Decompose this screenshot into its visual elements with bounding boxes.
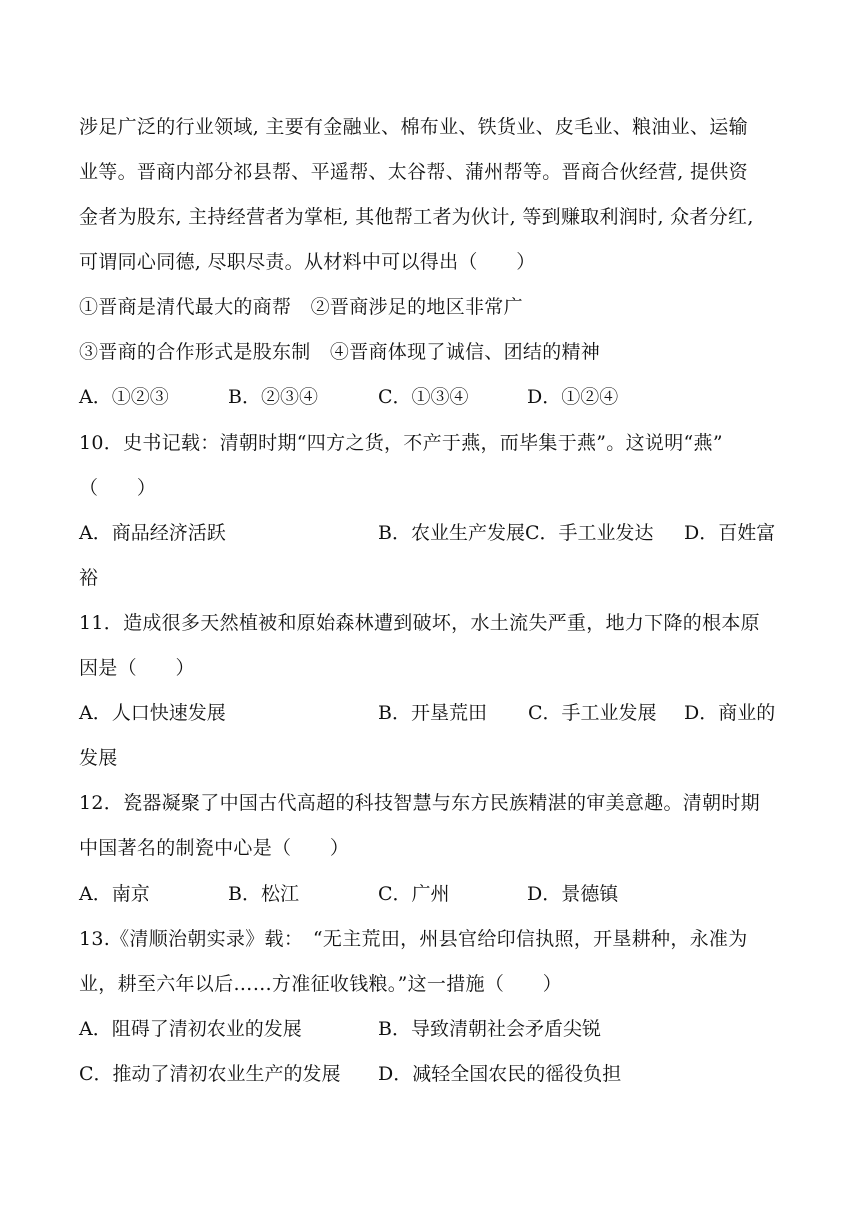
q12-option-a[interactable]: A．南京 — [79, 883, 150, 905]
q10-options — [79, 521, 800, 545]
q10-stem-line-1: 10．史书记载：清朝时期“四方之货，不产于燕，而毕集于燕”。这说明“燕” — [79, 432, 723, 454]
q10-option-bc[interactable]: B．农业生产发展C．手工业发达 — [378, 522, 654, 544]
q12-stem-line-2: 中国著名的制瓷中心是（ ） — [79, 837, 350, 859]
q13-option-b[interactable]: B．导致清朝社会矛盾尖锐 — [378, 1018, 601, 1040]
q11-stem-line-2: 因是（ ） — [79, 657, 195, 679]
q13-option-c[interactable]: C．推动了清初农业生产的发展 — [79, 1063, 341, 1085]
q9-text-line-4: 可谓同心同德, 尽职尽责。从材料中可以得出（ ） — [79, 251, 536, 273]
q12-option-d[interactable]: D．景德镇 — [527, 883, 619, 905]
q9-text-line-1: 涉足广泛的行业领域, 主要有金融业、棉布业、铁货业、皮毛业、粮油业、运输 — [79, 116, 748, 138]
q13-options-row-2 — [79, 1062, 800, 1086]
q9-option-c[interactable]: C．①③④ — [378, 386, 469, 408]
q10-stem-line-2: （ ） — [79, 477, 157, 499]
q12-options — [79, 882, 800, 906]
q9-option-a[interactable]: A．①②③ — [79, 386, 169, 408]
q9-statements-2: ③晋商的合作形式是股东制 ④晋商体现了诚信、团结的精神 — [79, 341, 601, 363]
q9-options — [79, 385, 800, 409]
q12-option-c[interactable]: C．广州 — [378, 883, 450, 905]
q10-option-d[interactable]: D．百姓富 — [684, 522, 776, 544]
q11-options — [79, 701, 800, 725]
q9-option-d[interactable]: D．①②④ — [527, 386, 619, 408]
q11-option-d[interactable]: D．商业的 — [684, 702, 776, 724]
q11-option-c[interactable]: C．手工业发展 — [528, 702, 657, 724]
q12-stem-line-1: 12．瓷器凝聚了中国古代高超的科技智慧与东方民族精湛的审美意趣。清朝时期 — [79, 792, 760, 814]
q13-stem-line-2: 业，耕至六年以后……方准征收钱粮。”这一措施（ ） — [79, 973, 563, 995]
q9-option-b[interactable]: B．②③④ — [228, 386, 318, 408]
q13-options-row-1 — [79, 1017, 800, 1041]
q13-stem-line-1: 13.《清顺治朝实录》载： “无主荒田，州县官给印信执照，开垦耕种，永准为 — [79, 928, 748, 950]
q9-statements-1: ①晋商是清代最大的商帮 ②晋商涉足的地区非常广 — [79, 296, 523, 318]
q9-text-line-3: 金者为股东, 主持经营者为掌柜, 其他帮工者为伙计, 等到赚取利润时, 众者分红, — [79, 206, 754, 228]
q11-option-d-wrap: 发展 — [79, 747, 118, 769]
q9-text-line-2: 业等。晋商内部分祁县帮、平遥帮、太谷帮、蒲州帮等。晋商合伙经营, 提供资 — [79, 161, 748, 183]
q11-option-a[interactable]: A．人口快速发展 — [79, 702, 226, 724]
q11-option-b[interactable]: B．开垦荒田 — [378, 702, 487, 724]
q13-option-d[interactable]: D．减轻全国农民的徭役负担 — [378, 1063, 622, 1085]
q13-option-a[interactable]: A．阻碍了清初农业的发展 — [79, 1018, 302, 1040]
q10-option-d-wrap: 裕 — [79, 567, 99, 589]
q11-stem-line-1: 11．造成很多天然植被和原始森林遭到破坏，水土流失严重，地力下降的根本原 — [79, 612, 760, 634]
q10-option-a[interactable]: A．商品经济活跃 — [79, 522, 226, 544]
q12-option-b[interactable]: B．松江 — [228, 883, 299, 905]
